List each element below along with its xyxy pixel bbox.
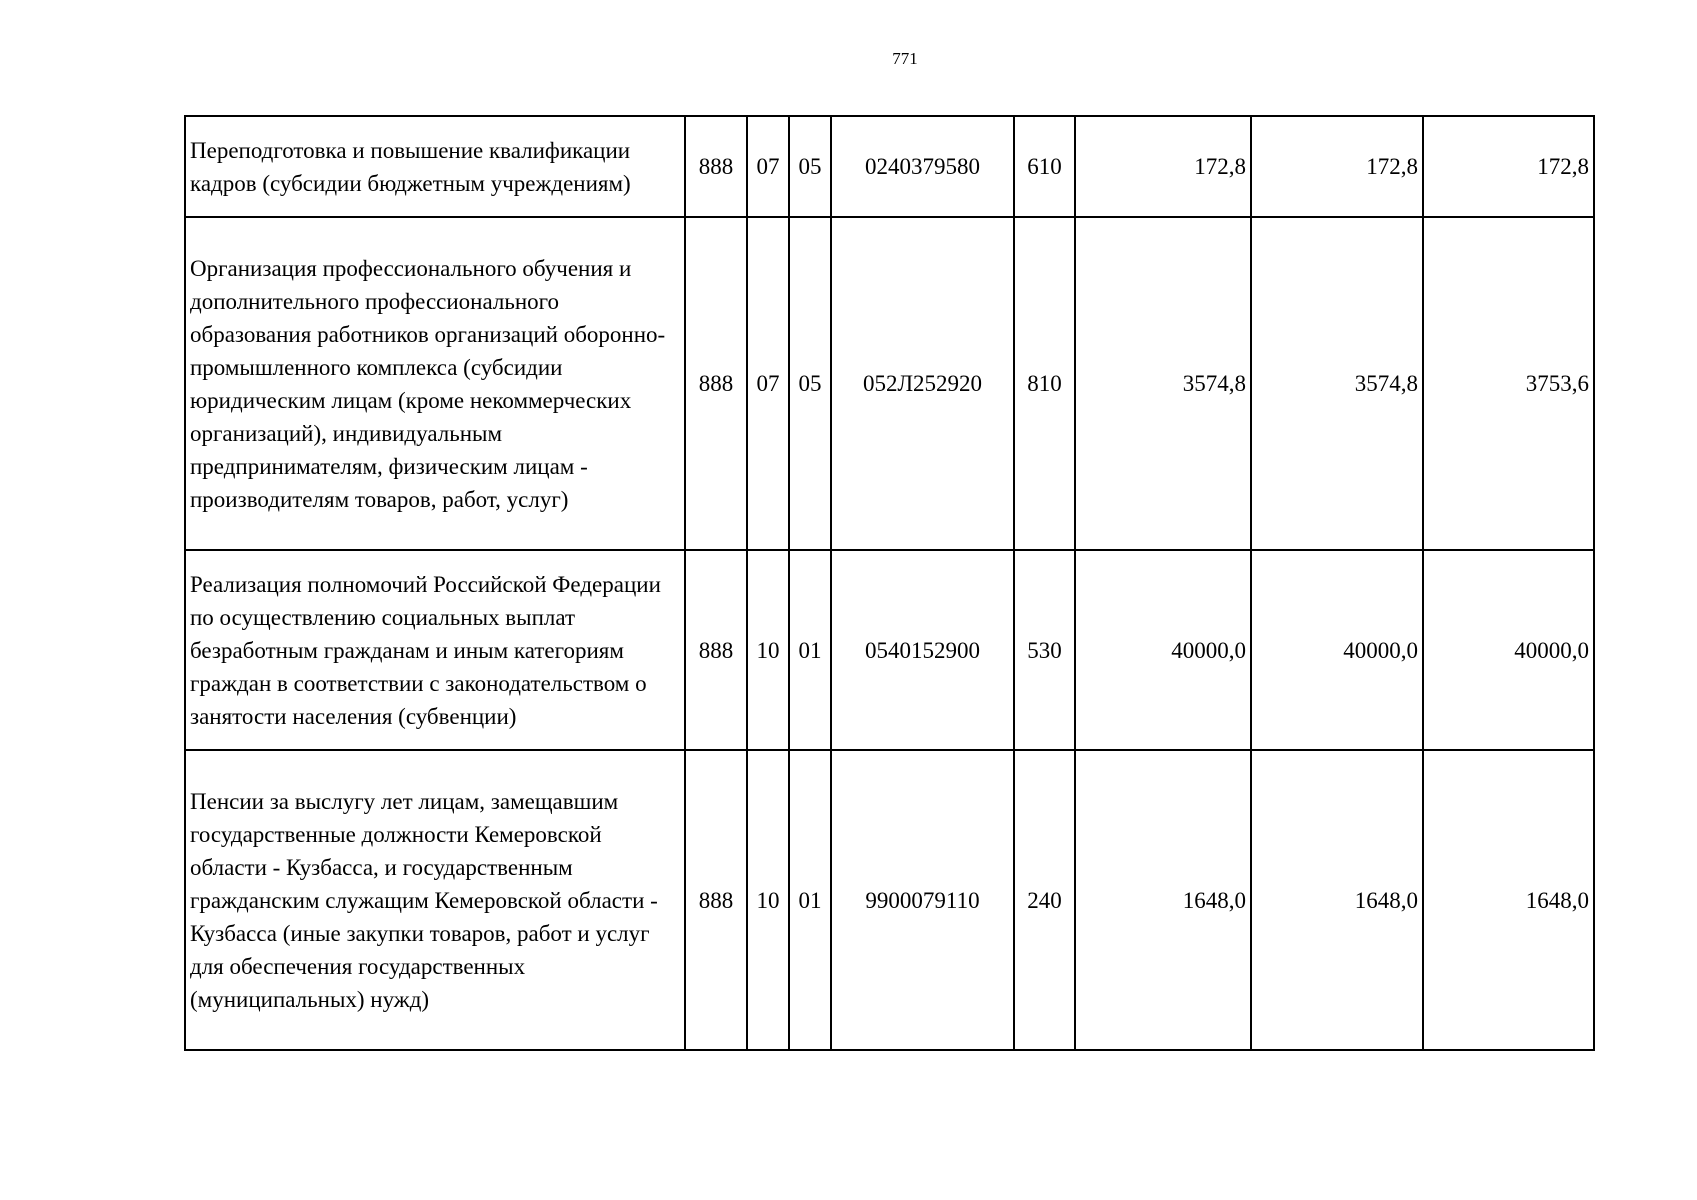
section-code: 10 (747, 750, 789, 1050)
budget-table (184, 115, 1595, 1051)
expense-type-code: 240 (1014, 750, 1075, 1050)
table-row (185, 750, 1594, 1050)
section-code: 10 (747, 550, 789, 750)
amount-3: 3753,6 (1423, 217, 1594, 550)
expense-type-code: 530 (1014, 550, 1075, 750)
amount-1: 40000,0 (1075, 550, 1251, 750)
subsection-code: 05 (789, 217, 831, 550)
amount-1: 172,8 (1075, 116, 1251, 217)
ministry-code: 888 (685, 116, 747, 217)
subsection-code: 01 (789, 550, 831, 750)
expense-type-code: 610 (1014, 116, 1075, 217)
section-code: 07 (747, 217, 789, 550)
amount-1: 3574,8 (1075, 217, 1251, 550)
subsection-code: 05 (789, 116, 831, 217)
amount-3: 40000,0 (1423, 550, 1594, 750)
subsection-code: 01 (789, 750, 831, 1050)
amount-3: 1648,0 (1423, 750, 1594, 1050)
row-name: Пенсии за выслугу лет лицам, замещавшим государственные должности Кемеровской области - Кузбасса, и государственным гражданским служащим Кемеровской области - Кузбасса (иные закупки товаров, работ и услуг для обеспечения государственных (муниципальных) нужд) (185, 750, 685, 1050)
row-name: Переподготовка и повышение квалификации кадров (субсидии бюджетным учреждениям) (185, 116, 685, 217)
amount-2: 3574,8 (1251, 217, 1423, 550)
ministry-code: 888 (685, 550, 747, 750)
amount-2: 172,8 (1251, 116, 1423, 217)
table-row (185, 116, 1594, 217)
amount-2: 1648,0 (1251, 750, 1423, 1050)
target-article-code: 0240379580 (831, 116, 1014, 217)
expense-type-code: 810 (1014, 217, 1075, 550)
ministry-code: 888 (685, 750, 747, 1050)
section-code: 07 (747, 116, 789, 217)
amount-2: 40000,0 (1251, 550, 1423, 750)
row-name: Организация профессионального обучения и дополнительного профессионального образования работников организаций оборонно-промышленного комплекса (субсидии юридическим лицам (кроме некоммерческих организаций), индивидуальным предпринимателям, физическим лицам - производителям товаров, работ, услуг) (185, 217, 685, 550)
page-number: 771 (892, 49, 918, 68)
target-article-code: 052Л252920 (831, 217, 1014, 550)
ministry-code: 888 (685, 217, 747, 550)
table-row (185, 217, 1594, 550)
table-row (185, 550, 1594, 750)
target-article-code: 0540152900 (831, 550, 1014, 750)
amount-3: 172,8 (1423, 116, 1594, 217)
amount-1: 1648,0 (1075, 750, 1251, 1050)
row-name: Реализация полномочий Российской Федерации по осуществлению социальных выплат безработным гражданам и иным категориям граждан в соответствии с законодательством о занятости населения (субвенции) (185, 550, 685, 750)
target-article-code: 9900079110 (831, 750, 1014, 1050)
